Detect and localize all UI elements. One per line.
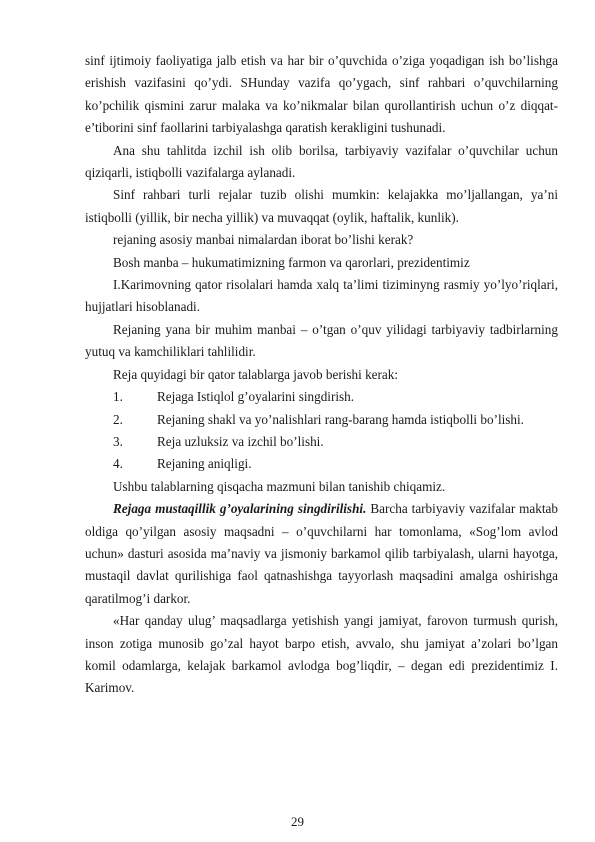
page-number: 29	[291, 814, 304, 829]
paragraph-6: I.Karimovning qator risolalari hamda xalq ta’limi tiziminyng rasmiy yo’lyo’riqlari, hujjatlari hisoblanadi.	[85, 277, 558, 315]
paragraph-5: Bosh manba – hukumatimizning farmon va qarorlari, prezidentimiz	[113, 254, 470, 270]
list-item-number: 4.	[113, 456, 123, 472]
paragraph-11: «Har qanday ulug’ maqsadlarga yetishish yangi jamiyat, farovon turmush qurish, inson zotiga munosib go’zal hayot barpo etish, avvalo, shu jamiyat a’zolari bo’lgan komil odamlarga, kelajak barkamol avlodga bog’liqdir, – degan edi prezidentimiz I. Karimov.	[85, 613, 558, 696]
paragraph-3: Sinf rahbari turli rejalar tuzib olishi mumkin: kelajakka mo’ljallangan, ya’ni istiqbolli (yillik, bir necha yillik) va muvaqqat (oylik, haftalik, kunlik).	[85, 187, 558, 225]
list-item-number: 2.	[113, 411, 123, 427]
list-item	[85, 409, 558, 431]
document-page	[85, 50, 558, 700]
list-item-number: 3.	[113, 433, 123, 449]
paragraph-7: Rejaning yana bir muhim manbai – o’tgan o’quv yilidagi tarbiyaviy tadbirlarning yutuq va kamchiliklari tahlilidir.	[85, 321, 558, 360]
list-item-number: 1.	[113, 389, 123, 405]
list-item	[85, 431, 558, 453]
list-item-text: Rejaning shakl va yo’nalishlari rang-barang hamda istiqbolli bo’lishi.	[157, 411, 524, 427]
section-heading-inline: Rejaga mustaqillik g’oyalarining singdirilishi.	[113, 501, 367, 517]
paragraph-10	[85, 498, 558, 610]
list-item	[85, 386, 558, 408]
list-item-text: Rejaning aniqligi.	[157, 456, 252, 472]
list-item-text: Rejaga Istiqlol g’oyalarini singdirish.	[157, 389, 355, 405]
paragraph-8: Reja quyidagi bir qator talablarga javob berishi kerak:	[113, 366, 399, 382]
paragraph-4: rejaning asosiy manbai nimalardan iborat bo’lishi kerak?	[113, 232, 414, 248]
paragraph-9: Ushbu talablarning qisqacha mazmuni bilan tanishib chiqamiz.	[113, 478, 446, 494]
requirements-list	[85, 386, 558, 476]
paragraph-10-text: Barcha tarbiyaviy vazifalar maktab oldiga qo’yilgan asosiy maqsadni – o’quvchilarni har tomonlama, «Sog’lom avlod uchun» dasturi asosida ma’naviy va jismoniy barkamol qilib tarbiyalash, ularni hayotga, mustaqil davlat qurilishiga faol qatnashishga tayyorlash maqsadini amalga oshirishga qaratilmog’i darkor.	[85, 501, 558, 606]
paragraph-2: Ana shu tahlitda izchil ish olib borilsa, tarbiyaviy vazifalar o’quvchilar uchun qiziqarli, istiqbolli vazifalarga aylanadi.	[85, 142, 558, 181]
paragraph-1: sinf ijtimoiy faoliyatiga jalb etish va har bir o’quvchida o’ziga yoqadigan ish bo’lishga erishish vazifasini qo’ydi. SHunday vazifa qo’ygach, sinf rahbari o’quvchilarning ko’pchilik qismini zarur malaka va ko’nikmalar bilan qurollantirish uchun o’z diqqat-e’tiborini sinf faollarini tarbiyalashga qaratish kerakligini tushunadi.	[85, 53, 558, 136]
list-item-text: Reja uzluksiz va izchil bo’lishi.	[157, 433, 324, 449]
list-item	[85, 453, 558, 475]
